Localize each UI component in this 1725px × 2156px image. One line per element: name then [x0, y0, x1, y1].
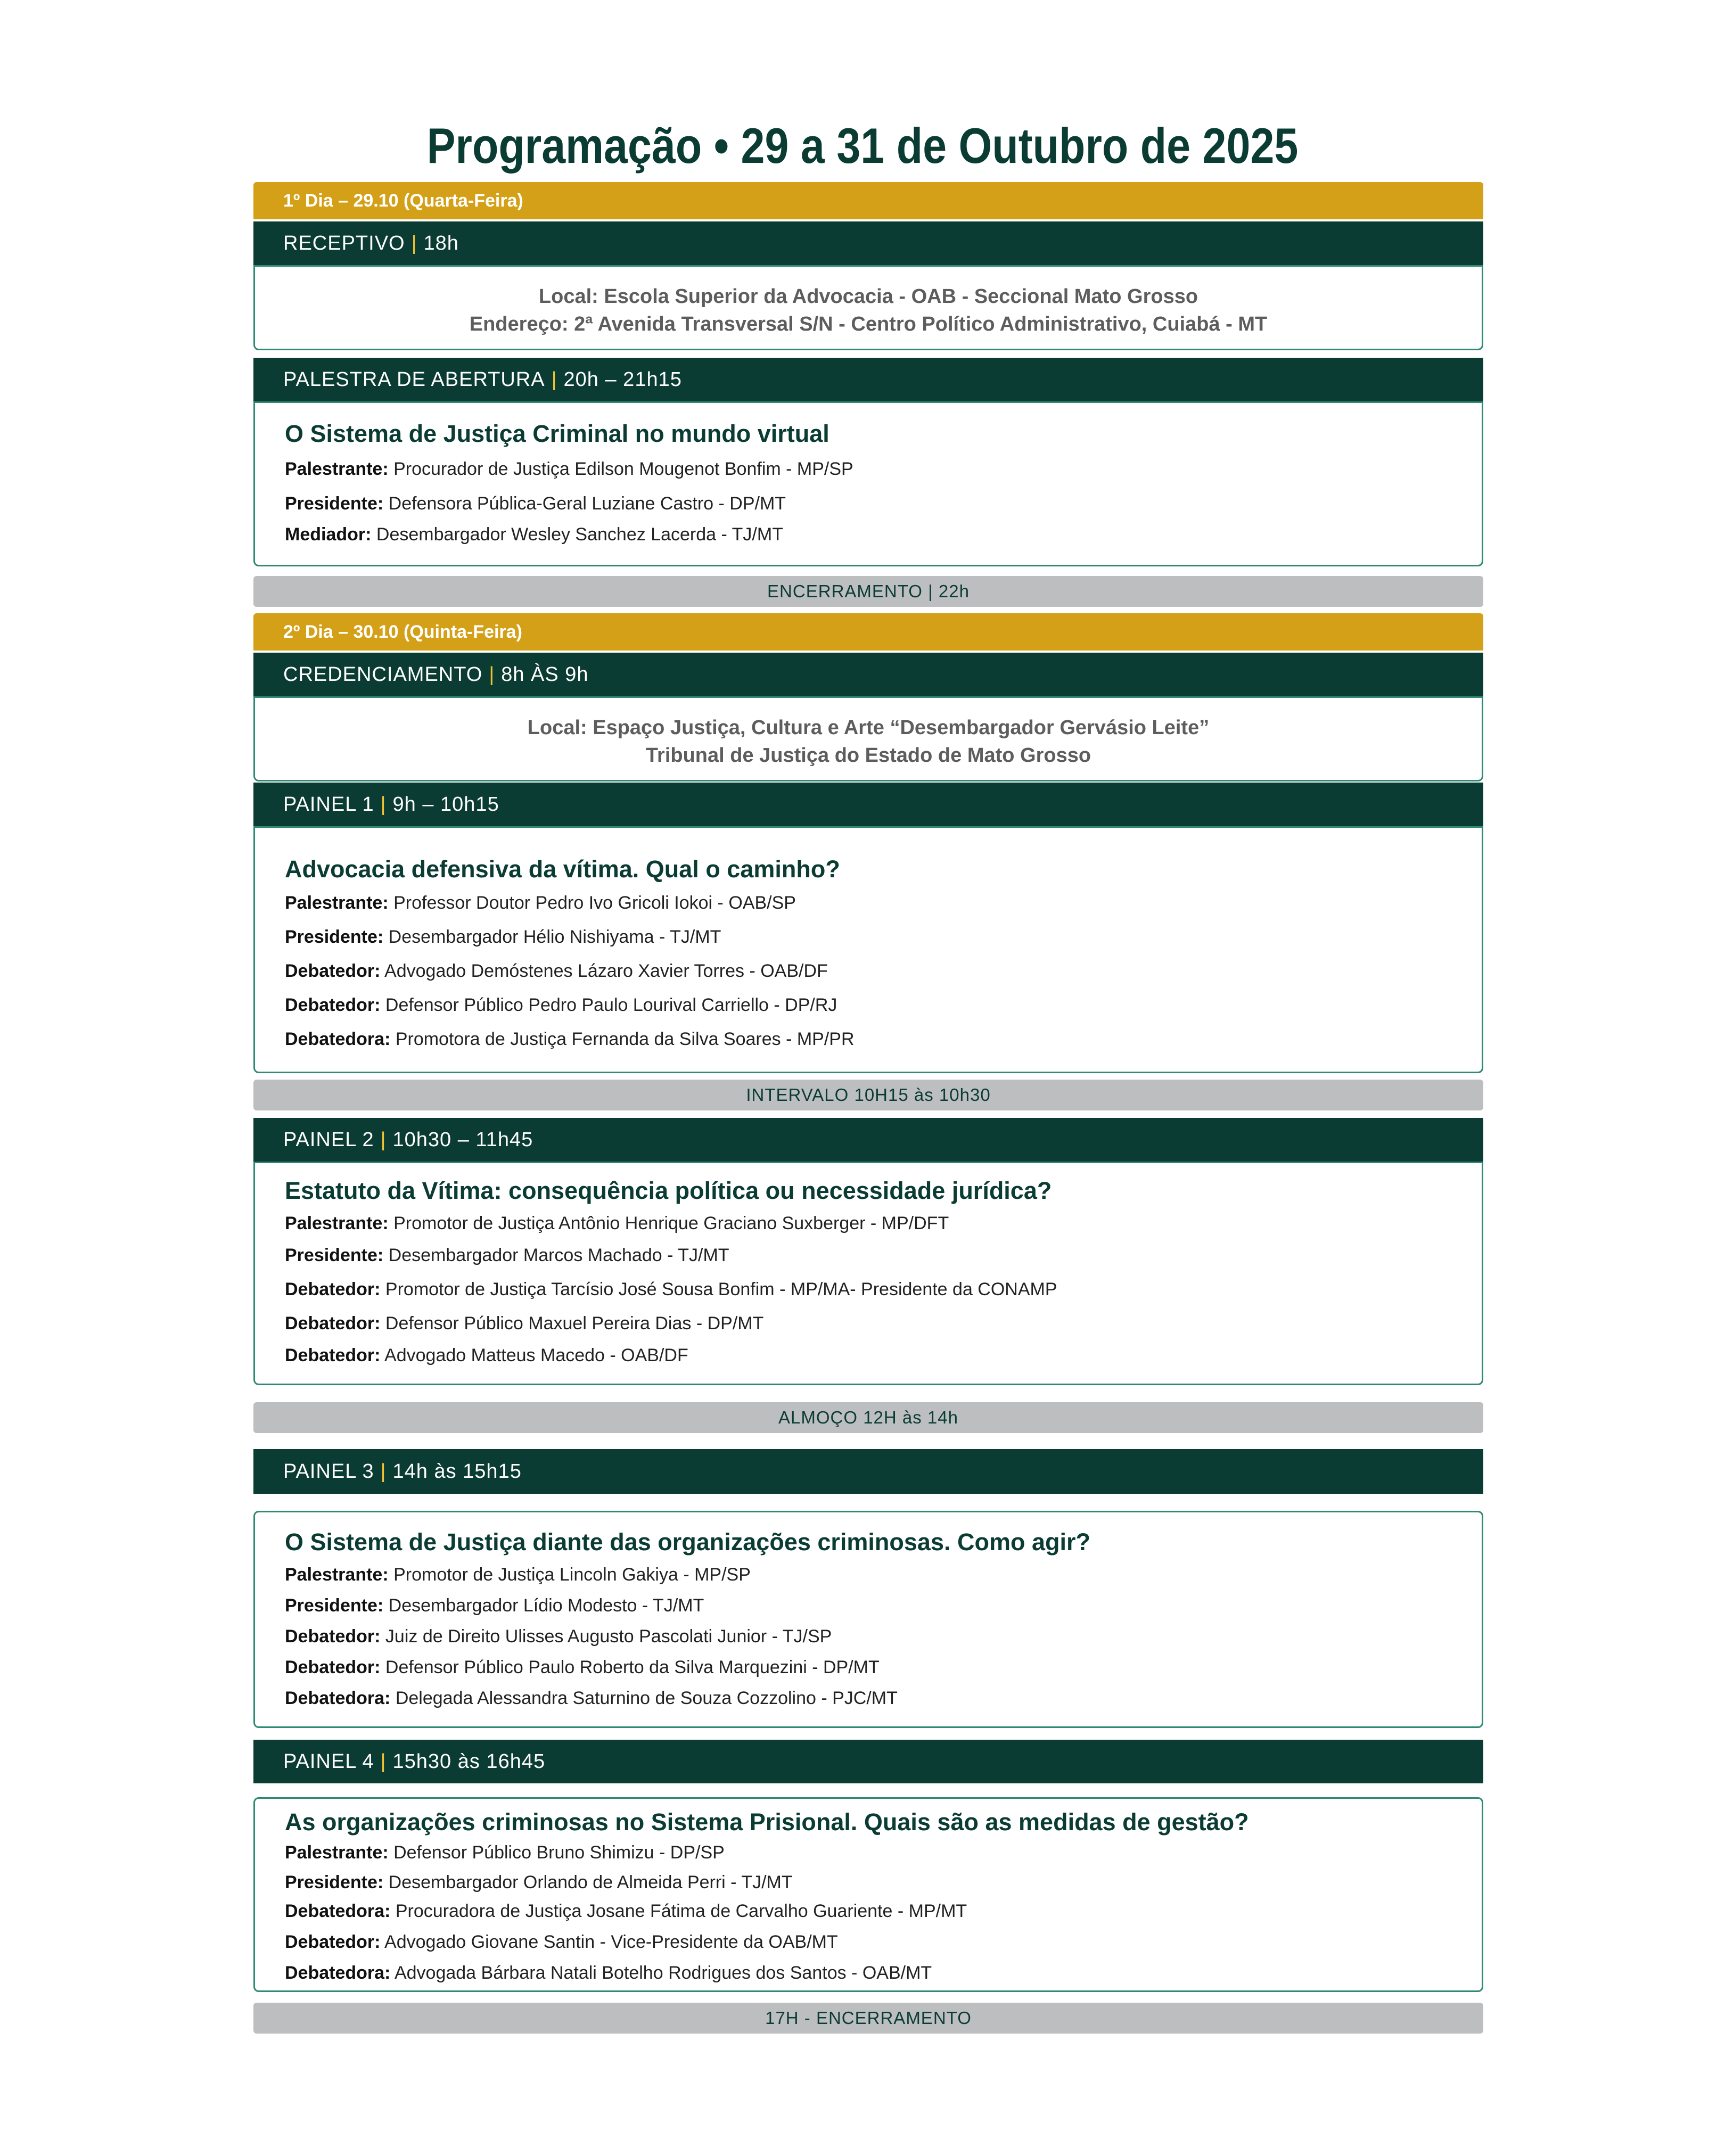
credenciamento-header: [253, 653, 1483, 696]
abertura-header: [253, 358, 1483, 401]
location-text: Local: Escola Superior da Advocacia - OAB - Seccional Mato Grosso: [538, 285, 1198, 308]
speaker-line: Debatedor: Advogado Matteus Macedo - OAB/DF: [285, 1345, 688, 1365]
session-time: 14h às 15h15: [392, 1460, 522, 1483]
speaker-line: Palestrante: Professor Doutor Pedro Ivo Gricoli Iokoi - OAB/SP: [285, 893, 796, 913]
speaker-line: Debatedor: Defensor Público Maxuel Pereira Dias - DP/MT: [285, 1313, 764, 1334]
speaker-line: Debatedora: Procuradora de Justiça Josane Fátima de Carvalho Guariente - MP/MT: [285, 1901, 967, 1921]
speaker-line: Palestrante: Procurador de Justiça Edilson Mougenot Bonfim - MP/SP: [285, 459, 853, 479]
receptivo-location-box: [253, 265, 1483, 350]
talk-title: O Sistema de Justiça diante das organizações criminosas. Como agir?: [285, 1528, 1090, 1556]
speaker-line: Palestrante: Defensor Público Bruno Shimizu - DP/SP: [285, 1842, 725, 1863]
address-text: Endereço: 2ª Avenida Transversal S/N - Centro Político Administrativo, Cuiabá - MT: [469, 313, 1268, 335]
speaker-line: Debatedor: Advogado Demóstenes Lázaro Xavier Torres - OAB/DF: [285, 961, 828, 981]
session-separator: |: [380, 1460, 387, 1483]
speaker-line: Presidente: Desembargador Hélio Nishiyama - TJ/MT: [285, 927, 721, 947]
session-time: 18h: [423, 232, 459, 254]
day1-header: 1º Dia – 29.10 (Quarta-Feira): [253, 182, 1483, 219]
page-title: Programação • 29 a 31 de Outubro de 2025: [426, 118, 1299, 174]
speaker-line: Debatedora: Promotora de Justiça Fernanda da Silva Soares - MP/PR: [285, 1029, 855, 1049]
session-time: 10h30 – 11h45: [392, 1128, 533, 1151]
painel4-header: [253, 1740, 1483, 1783]
session-time: 20h – 21h15: [563, 368, 682, 391]
session-name: PAINEL 1: [283, 793, 374, 816]
speaker-line: Palestrante: Promotor de Justiça Lincoln Gakiya - MP/SP: [285, 1565, 751, 1585]
location-text: Local: Espaço Justiça, Cultura e Arte “Desembargador Gervásio Leite”: [527, 717, 1210, 739]
speaker-line: Debatedor: Juiz de Direito Ulisses Augusto Pascolati Junior - TJ/SP: [285, 1626, 832, 1647]
talk-title: O Sistema de Justiça Criminal no mundo virtual: [285, 420, 829, 447]
painel3-header: [253, 1449, 1483, 1494]
speaker-line: Debatedor: Defensor Público Pedro Paulo Lourival Carriello - DP/RJ: [285, 995, 837, 1015]
speaker-line: Presidente: Desembargador Marcos Machado - TJ/MT: [285, 1245, 729, 1265]
session-time: 8h ÀS 9h: [501, 663, 589, 686]
session-separator: |: [380, 1750, 387, 1773]
session-separator: |: [380, 1128, 387, 1151]
painel2-box: [253, 1162, 1483, 1385]
painel1-box: [253, 826, 1483, 1073]
session-separator: |: [489, 663, 495, 686]
almoco-bar: ALMOÇO 12H às 14h: [253, 1402, 1483, 1433]
receptivo-header: [253, 221, 1483, 265]
session-name: PAINEL 3: [283, 1460, 374, 1483]
painel4-box: [253, 1797, 1483, 1992]
session-name: PAINEL 4: [283, 1750, 374, 1773]
painel1-header: [253, 783, 1483, 826]
session-separator: |: [380, 793, 387, 816]
session-time: 15h30 às 16h45: [392, 1750, 546, 1773]
session-name: PALESTRA DE ABERTURA: [283, 368, 545, 391]
speaker-line: Mediador: Desembargador Wesley Sanchez Lacerda - TJ/MT: [285, 524, 783, 545]
speaker-line: Palestrante: Promotor de Justiça Antônio Henrique Graciano Suxberger - MP/DFT: [285, 1213, 949, 1233]
speaker-line: Presidente: Desembargador Lídio Modesto - TJ/MT: [285, 1595, 704, 1616]
session-separator: |: [551, 368, 557, 391]
painel2-header: [253, 1118, 1483, 1162]
intervalo-bar: INTERVALO 10H15 às 10h30: [253, 1080, 1483, 1110]
talk-title: Estatuto da Vítima: consequência política ou necessidade jurídica?: [285, 1177, 1052, 1204]
session-name: PAINEL 2: [283, 1128, 374, 1151]
speaker-line: Debatedor: Promotor de Justiça Tarcísio José Sousa Bonfim - MP/MA- Presidente da CONAMP: [285, 1279, 1057, 1299]
speaker-line: Debatedora: Advogada Bárbara Natali Botelho Rodrigues dos Santos - OAB/MT: [285, 1963, 932, 1983]
speaker-line: Presidente: Desembargador Orlando de Almeida Perri - TJ/MT: [285, 1872, 793, 1892]
credenciamento-location-box: [253, 696, 1483, 781]
abertura-box: [253, 401, 1483, 566]
painel3-box: [253, 1511, 1483, 1728]
session-separator: |: [411, 232, 417, 254]
speaker-line: Debatedora: Delegada Alessandra Saturnino de Souza Cozzolino - PJC/MT: [285, 1688, 898, 1708]
session-name: RECEPTIVO: [283, 232, 405, 254]
encerramento-day2-bar: 17H - ENCERRAMENTO: [253, 2003, 1483, 2034]
day2-header: 2º Dia – 30.10 (Quinta-Feira): [253, 613, 1483, 651]
encerramento-day1-bar: ENCERRAMENTO | 22h: [253, 576, 1483, 607]
talk-title: As organizações criminosas no Sistema Prisional. Quais são as medidas de gestão?: [285, 1808, 1249, 1836]
talk-title: Advocacia defensiva da vítima. Qual o caminho?: [285, 855, 840, 883]
location-text-2: Tribunal de Justiça do Estado de Mato Grosso: [645, 744, 1091, 767]
speaker-line: Debatedor: Defensor Público Paulo Roberto da Silva Marquezini - DP/MT: [285, 1657, 880, 1677]
session-name: CREDENCIAMENTO: [283, 663, 483, 686]
speaker-line: Debatedor: Advogado Giovane Santin - Vice-Presidente da OAB/MT: [285, 1932, 838, 1952]
session-time: 9h – 10h15: [392, 793, 499, 816]
speaker-line: Presidente: Defensora Pública-Geral Luziane Castro - DP/MT: [285, 493, 786, 514]
